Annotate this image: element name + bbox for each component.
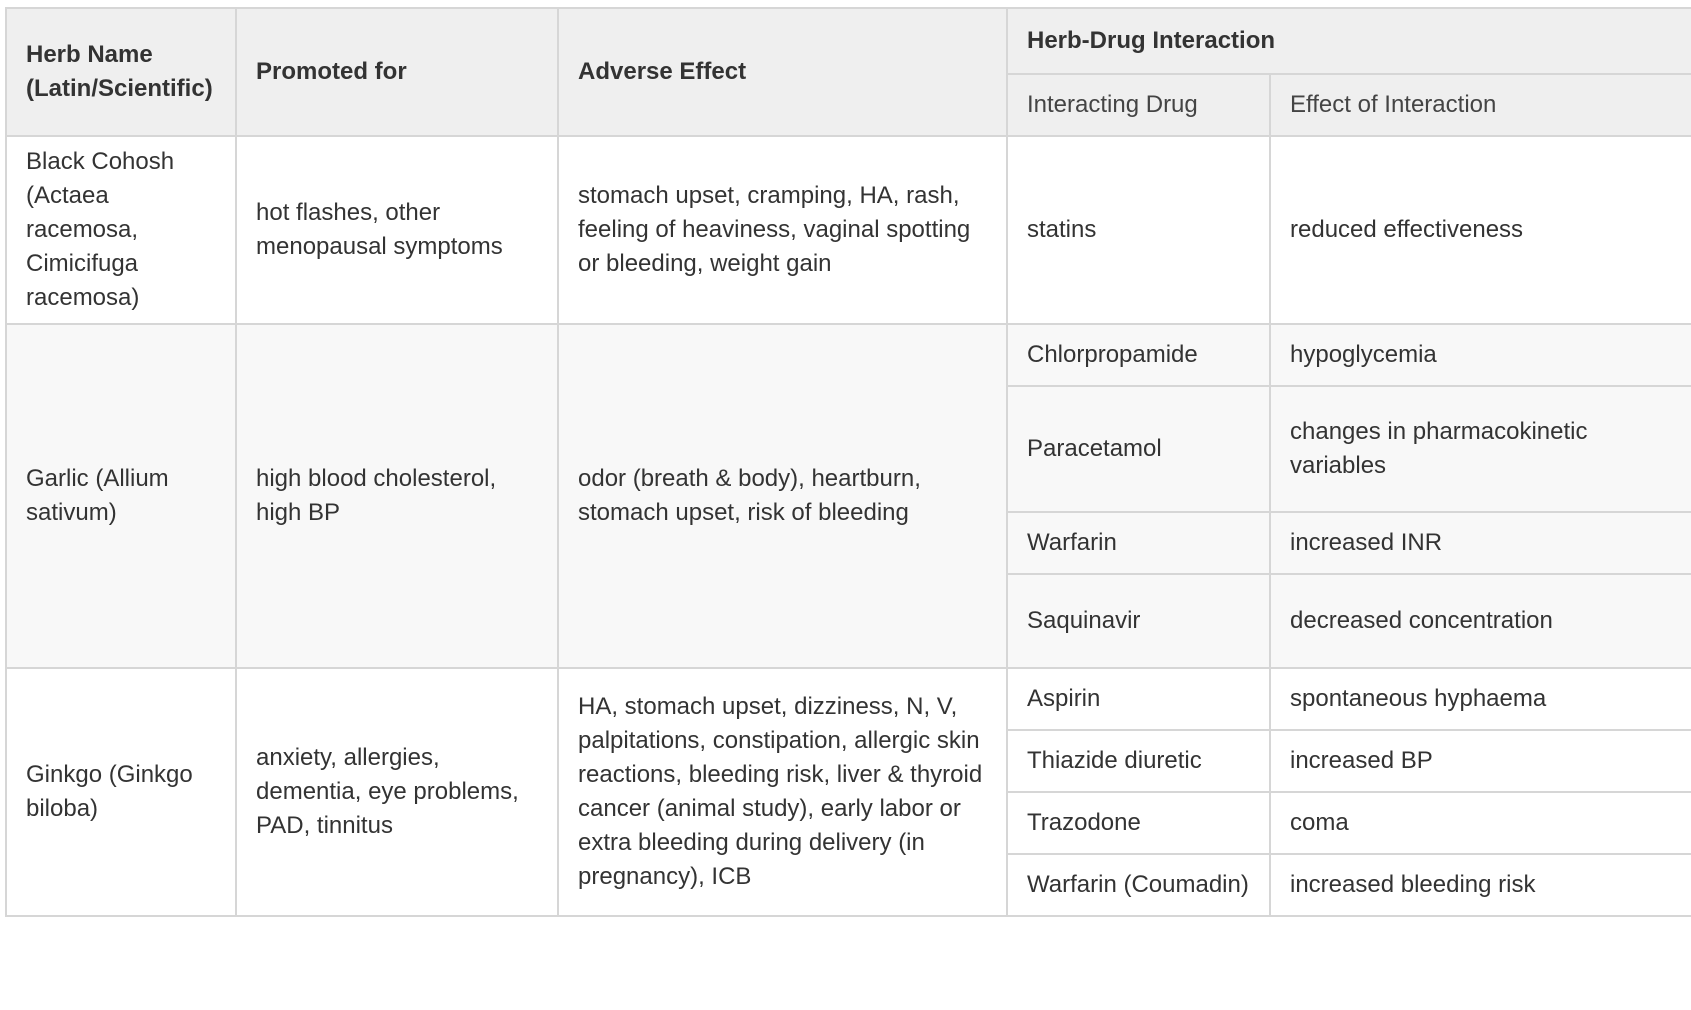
interaction-effect-cell: increased INR bbox=[1270, 512, 1691, 574]
header-promoted-for: Promoted for bbox=[236, 8, 558, 136]
interaction-effect-cell: coma bbox=[1270, 792, 1691, 854]
promoted-for-cell: anxiety, allergies, dementia, eye problems, PAD, tinnitus bbox=[236, 668, 558, 916]
header-herb-drug-interaction: Herb-Drug Interaction bbox=[1007, 8, 1691, 74]
interacting-drug-cell: Paracetamol bbox=[1007, 386, 1270, 512]
promoted-for-cell: high blood cholesterol, high BP bbox=[236, 324, 558, 668]
interaction-effect-cell: increased bleeding risk bbox=[1270, 854, 1691, 916]
interacting-drug-cell: Saquinavir bbox=[1007, 574, 1270, 668]
herb-group-garlic bbox=[6, 324, 1691, 668]
interaction-effect-cell: hypoglycemia bbox=[1270, 324, 1691, 386]
herb-group-black-cohosh bbox=[6, 136, 1691, 324]
herb-name-cell: Garlic (Allium sativum) bbox=[6, 324, 236, 668]
header-row bbox=[6, 8, 1691, 74]
table-row bbox=[6, 324, 1691, 386]
interacting-drug-cell: statins bbox=[1007, 136, 1270, 324]
interaction-effect-cell: changes in pharmacokinetic variables bbox=[1270, 386, 1691, 512]
adverse-effect-cell: stomach upset, cramping, HA, rash, feeling of heaviness, vaginal spotting or bleeding, weight gain bbox=[558, 136, 1007, 324]
herb-group-ginkgo bbox=[6, 668, 1691, 916]
interaction-effect-cell: increased BP bbox=[1270, 730, 1691, 792]
interacting-drug-cell: Warfarin (Coumadin) bbox=[1007, 854, 1270, 916]
interaction-effect-cell: reduced effectiveness bbox=[1270, 136, 1691, 324]
herb-name-cell: Ginkgo (Ginkgo biloba) bbox=[6, 668, 236, 916]
header-effect-of-interaction: Effect of Interaction bbox=[1270, 74, 1691, 136]
herb-drug-table bbox=[5, 7, 1691, 917]
interaction-effect-cell: spontaneous hyphaema bbox=[1270, 668, 1691, 730]
interacting-drug-cell: Aspirin bbox=[1007, 668, 1270, 730]
adverse-effect-cell: HA, stomach upset, dizziness, N, V, palpitations, constipation, allergic skin reactions, bleeding risk, liver & thyroid cancer (animal study), early labor or extra bleeding during delivery (in pregnancy), ICB bbox=[558, 668, 1007, 916]
table-row bbox=[6, 136, 1691, 324]
header-herb-name: Herb Name (Latin/Scientific) bbox=[6, 8, 236, 136]
adverse-effect-cell: odor (breath & body), heartburn, stomach upset, risk of bleeding bbox=[558, 324, 1007, 668]
table-row bbox=[6, 668, 1691, 730]
promoted-for-cell: hot flashes, other menopausal symptoms bbox=[236, 136, 558, 324]
header-interacting-drug: Interacting Drug bbox=[1007, 74, 1270, 136]
interacting-drug-cell: Warfarin bbox=[1007, 512, 1270, 574]
herb-name-cell: Black Cohosh (Actaea racemosa, Cimicifuga racemosa) bbox=[6, 136, 236, 324]
interaction-effect-cell: decreased concentration bbox=[1270, 574, 1691, 668]
header-adverse-effect: Adverse Effect bbox=[558, 8, 1007, 136]
interacting-drug-cell: Thiazide diuretic bbox=[1007, 730, 1270, 792]
interacting-drug-cell: Trazodone bbox=[1007, 792, 1270, 854]
table-header bbox=[6, 8, 1691, 136]
interacting-drug-cell: Chlorpropamide bbox=[1007, 324, 1270, 386]
